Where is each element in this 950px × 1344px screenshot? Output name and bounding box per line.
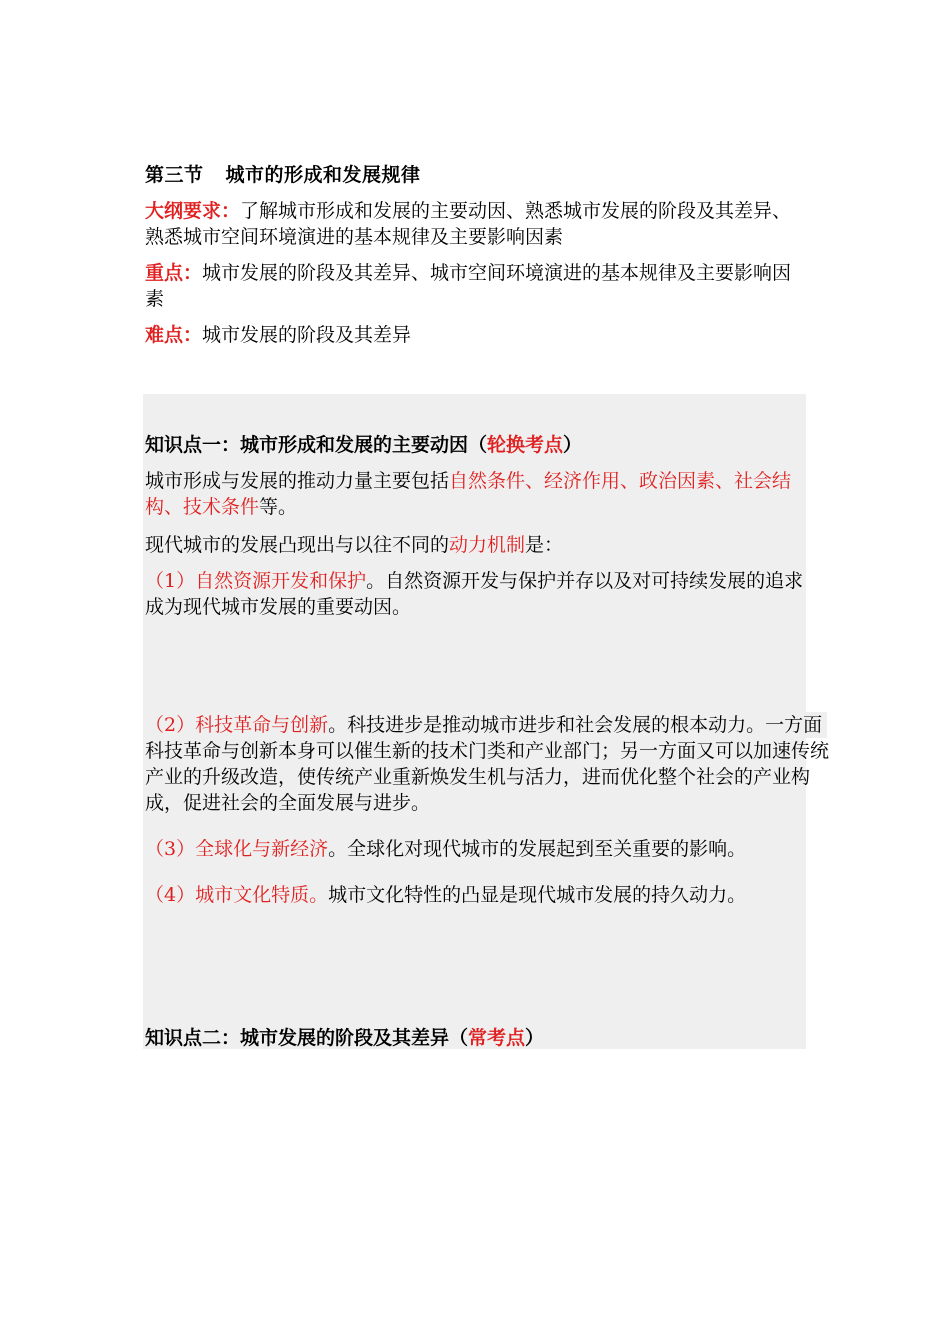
kp1-item-2-text: 。科技进步是推动城市进步和社会发展的根本动力。一方面科技革命与创新本身可以催生新的技术门类和产业部门；另一方面又可以加速传统产业的升级改造，使传统产业重新焕发生机与活力，进而优化整个社会的产业构成，促进社会的全面发展与进步。 <box>145 714 830 814</box>
kp1-title-close: ） <box>563 434 583 456</box>
syllabus-label: 大纲要求： <box>145 200 241 222</box>
kp1-item-4-text: 城市文化特性的凸显是现代城市发展的持久动力。 <box>328 884 747 906</box>
difficult-points <box>145 322 807 348</box>
kp1-item-1-heading: （1）自然资源开发和保护 <box>145 570 367 592</box>
kp1-p2-highlight: 动力机制 <box>449 534 526 556</box>
kp1-item-1 <box>145 568 809 620</box>
syllabus-text: 了解城市形成和发展的主要动因、熟悉城市发展的阶段及其差异、熟悉城市空间环境演进的基本规律及主要影响因素 <box>145 200 792 248</box>
section-title <box>145 160 421 187</box>
syllabus-requirements <box>145 198 807 250</box>
kp1-item-3 <box>145 836 809 862</box>
kp1-title-text: 知识点一：城市形成和发展的主要动因（ <box>145 434 488 456</box>
kp1-p2-pre: 现代城市的发展凸现出与以往不同的 <box>145 534 450 556</box>
kp1-paragraph-forces <box>145 468 809 520</box>
kp1-tag: 轮换考点 <box>487 434 564 456</box>
kp1-item-3-heading: （3）全球化与新经济 <box>145 838 329 860</box>
difficult-points-text: 城市发展的阶段及其差异 <box>202 324 412 346</box>
kp1-item-3-text: 。全球化对现代城市的发展起到至关重要的影响。 <box>328 838 747 860</box>
knowledge-point-1-title <box>145 430 582 457</box>
knowledge-point-2-title <box>145 1023 544 1050</box>
kp1-item-4-heading: （4）城市文化特质。 <box>145 884 329 906</box>
kp1-paragraph-mechanism <box>145 532 809 558</box>
kp1-p1-post: 等。 <box>259 496 298 518</box>
kp2-tag: 常考点 <box>468 1027 526 1049</box>
kp1-item-2-heading: （2）科技革命与创新 <box>145 714 329 736</box>
difficult-points-label: 难点： <box>145 324 203 346</box>
kp1-p1-pre: 城市形成与发展的推动力量主要包括 <box>145 470 450 492</box>
kp1-item-2 <box>145 712 829 816</box>
kp1-p1-highlight: 自然条件、经济作用、政治因素、社会结构、技术条件 <box>145 470 792 518</box>
key-points-text: 城市发展的阶段及其差异、城市空间环境演进的基本规律及主要影响因素 <box>145 262 792 310</box>
key-points <box>145 260 807 312</box>
kp1-item-4 <box>145 882 809 908</box>
kp1-p2-post: 是： <box>525 534 564 556</box>
kp1-item-1-text: 。自然资源开发与保护并存以及对可持续发展的追求成为现代城市发展的重要动因。 <box>145 570 804 618</box>
kp2-title-text: 知识点二：城市发展的阶段及其差异（ <box>145 1027 469 1049</box>
kp2-title-close: ） <box>525 1027 545 1049</box>
key-points-label: 重点： <box>145 262 203 284</box>
section-number: 第三节 <box>145 164 204 186</box>
section-title-text: 城市的形成和发展规律 <box>225 164 421 186</box>
